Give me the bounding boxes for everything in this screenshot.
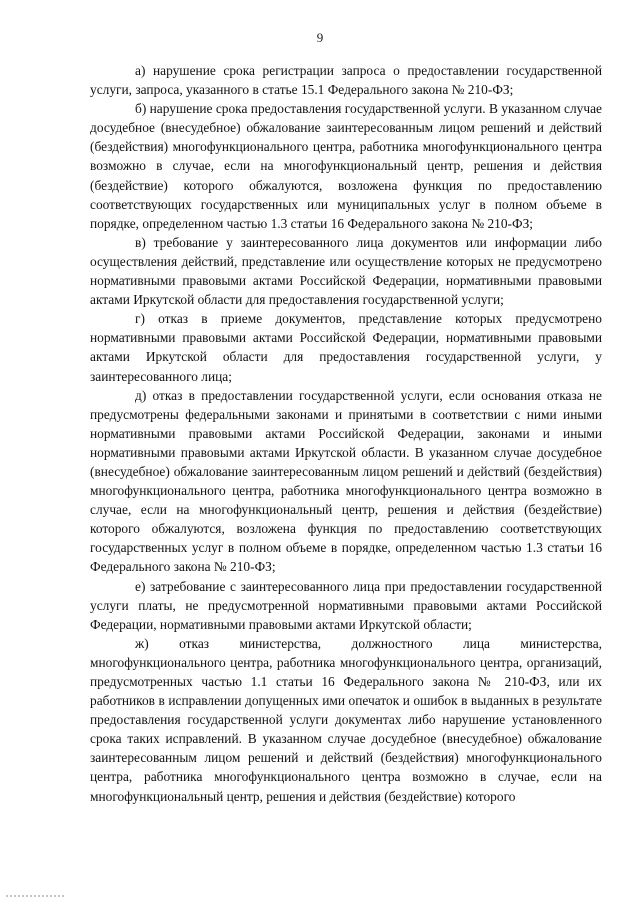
document-body [90, 61, 602, 806]
paragraph-e: е) затребование с заинтересованного лица при предоставлении государственной услуги платы, не предусмотренной нормативными правовыми актами Российской Федерации, нормативными правовыми актами Иркутской области; [90, 578, 602, 632]
paragraph-a: а) нарушение срока регистрации запроса о предоставлении государственной услуги, запроса, указанного в статье 15.1 Федерального закона № 210-ФЗ; [90, 63, 602, 98]
paragraph-d: д) отказ в предоставлении государственной услуги, если основания отказа не предусмотрены федеральными законами и принятыми в соответствии с ними иными нормативными правовыми актами Российской Федерации, законами и иными нормативными правовыми актами Иркутской области. В указанном случае досудебное (внесудебное) обжалование заинтересованным лицом решений и действий (бездействия) многофункционального центра, работника многофункционального центра возможно в случае, если на многофункциональный центр, решения и действия (бездействие) которого обжалуются, возложена функция по предоставлению соответствующих государственных услуг в полном объеме в порядке, определенном частью 1.3 статьи 16 Федерального закона № 210-ФЗ; [90, 387, 602, 575]
paragraph-g: г) отказ в приеме документов, представление которых предусмотрено нормативными правовыми актами Российской Федерации, нормативными правовыми актами Иркутской области для предоставления государственной услуги, у заинтересованного лица; [90, 311, 602, 384]
paragraph-b: б) нарушение срока предоставления государственной услуги. В указанном случае досудебное (внесудебное) обжалование заинтересованным лицом решений и действий (бездействия) многофункционального центра, работника многофункционального центра возможно в случае, если на многофункциональный центр, решения и действия (бездействие) которого обжалуются, возложена функция по предоставлению соответствующих государственных или муниципальных услуг в полном объеме в порядке, определенном частью 1.3 статьи 16 Федерального закона № 210-ФЗ; [90, 101, 602, 231]
page-number: 9 [316, 30, 324, 45]
paragraph-zh: ж) отказ министерства, должностного лица министерства, многофункционального центра, работника многофункционального центра, организаций, предусмотренных частью 1.1 статьи 16 Федерального закона № 210-ФЗ, или их работников в исправлении допущенных ими опечаток и ошибок в выданных в результате предоставления государственной услуги документах либо нарушение установленного срока таких исправлений. В указанном случае досудебное (внесудебное) обжалование заинтересованным лицом решений и действий (бездействия) многофункционального центра, работника многофункционального центра возможно в случае, если на многофункциональный центр, решения и действия (бездействие) которого [90, 635, 602, 804]
scan-artifact-mark [6, 895, 66, 897]
paragraph-v: в) требование у заинтересованного лица документов или информации либо осуществления действий, представление или осуществление которых не предусмотрено нормативными правовыми актами Российской Федерации, нормативными правовыми актами Иркутской области для предоставления государственной услуги; [90, 234, 602, 308]
